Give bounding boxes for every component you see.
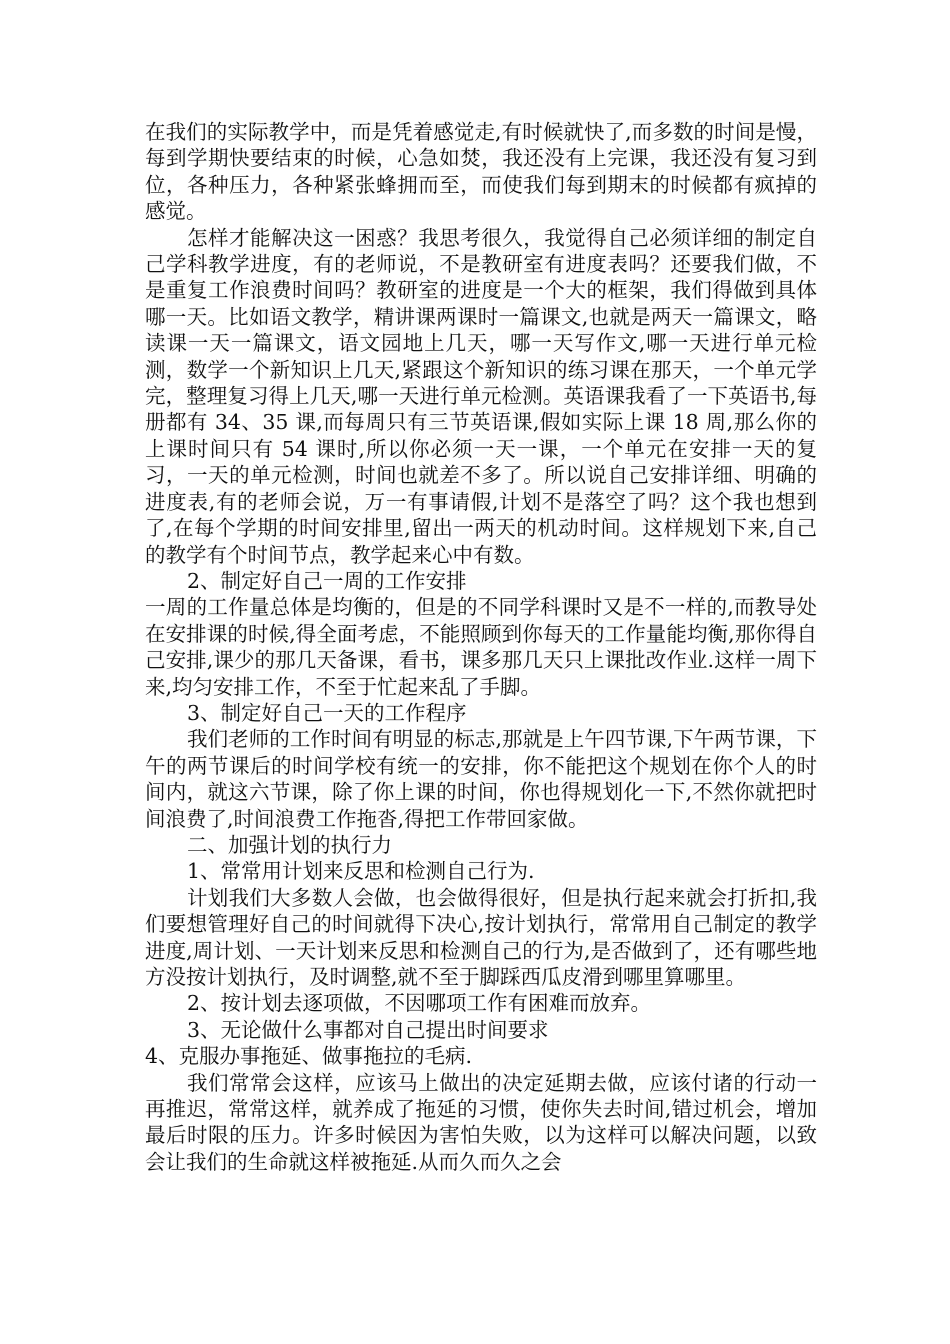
heading-step-by-step: 2、按计划去逐项做，不因哪项工作有困难而放弃。 [187, 991, 652, 1016]
paragraph-daily-plan: 我们老师的工作时间有明显的标志,那就是上午四节课,下午两节课，下午的两节课后的时间学校有统一的安排，你不能把这个规划在你个人的时间内，就这六节课，除了你上课的时间，你也得规划化一下,不然你就把时间浪费了,时间浪费工作拖沓,得把工作带回家做。 [145, 727, 817, 831]
paragraph-reflect: 计划我们大多数人会做，也会做得很好，但是执行起来就会打折扣,我们要想管理好自己的时间就得下决心,按计划执行，常常用自己制定的教学进度,周计划、一天计划来反思和检测自己的行为,是否做到了，还有哪些地方没按计划执行，及时调整,就不至于脚踩西瓜皮滑到哪里算哪里。 [145, 885, 817, 989]
document-body [145, 119, 817, 1175]
paragraph-weekly-plan: 一周的工作量总体是均衡的，但是的不同学科课时又是不一样的,而教导处在安排课的时候,得全面考虑，不能照顾到你每天的工作量能均衡,那你得自己安排,课少的那几天备课，看书，课多那几天只上课批改作业.这样一周下来,均匀安排工作，不至于忙起来乱了手脚。 [145, 595, 817, 699]
heading-reflect: 1、常常用计划来反思和检测自己行为. [187, 859, 535, 884]
paragraph-classroom-feeling: 在我们的实际教学中，而是凭着感觉走,有时候就快了,而多数的时间是慢，每到学期快要结束的时候，心急如焚，我还没有上完课，我还没有复习到位，各种压力，各种紧张蜂拥而至，而使我们每到期末的时候都有疯掉的感觉。 [145, 120, 817, 224]
heading-execution: 二、加强计划的执行力 [187, 832, 392, 857]
heading-weekly-plan: 2、制定好自己一周的工作安排 [187, 568, 467, 593]
heading-procrastination: 4、克服办事拖延、做事拖拉的毛病. [145, 1044, 473, 1069]
heading-time-requirement: 3、无论做什么事都对自己提出时间要求 [187, 1017, 549, 1042]
paragraph-procrastination: 我们常常会这样，应该马上做出的决定延期去做，应该付诸的行动一再推迟，常常这样，就养成了拖延的习惯，使你失去时间,错过机会，增加最后时限的压力。许多时候因为害怕失败，以为这样可以解决问题，以致会让我们的生命就这样被拖延.从而久而久之会 [145, 1070, 817, 1174]
heading-daily-plan: 3、制定好自己一天的工作程序 [187, 700, 467, 725]
paragraph-teaching-schedule: 怎样才能解决这一困惑？我思考很久，我觉得自己必须详细的制定自己学科教学进度，有的老师说，不是教研室有进度表吗？还要我们做，不是重复工作浪费时间吗？教研室的进度是一个大的框架，我们得做到具体哪一天。比如语文教学，精讲课两课时一篇课文,也就是两天一篇课文，略读课一天一篇课文，语文园地上几天，哪一天写作文,哪一天进行单元检测，数学一个新知识上几天,紧跟这个新知识的练习课在那天，一个单元学完，整理复习得上几天,哪一天进行单元检测。英语课我看了一下英语书,每册都有 34、35 课,而每周只有三节英语课,假如实际上课 18 周,那么你的上课时间只有 54 课时,所以你必须一天一课，一个单元在安排一天的复习，一天的单元检测，时间也就差不多了。所以说自己安排详细、明确的进度表,有的老师会说，万一有事请假,计划不是落空了吗？这个我也想到了,在每个学期的时间安排里,留出一两天的机动时间。这样规划下来,自己的教学有个时间节点，教学起来心中有数。 [145, 225, 817, 567]
